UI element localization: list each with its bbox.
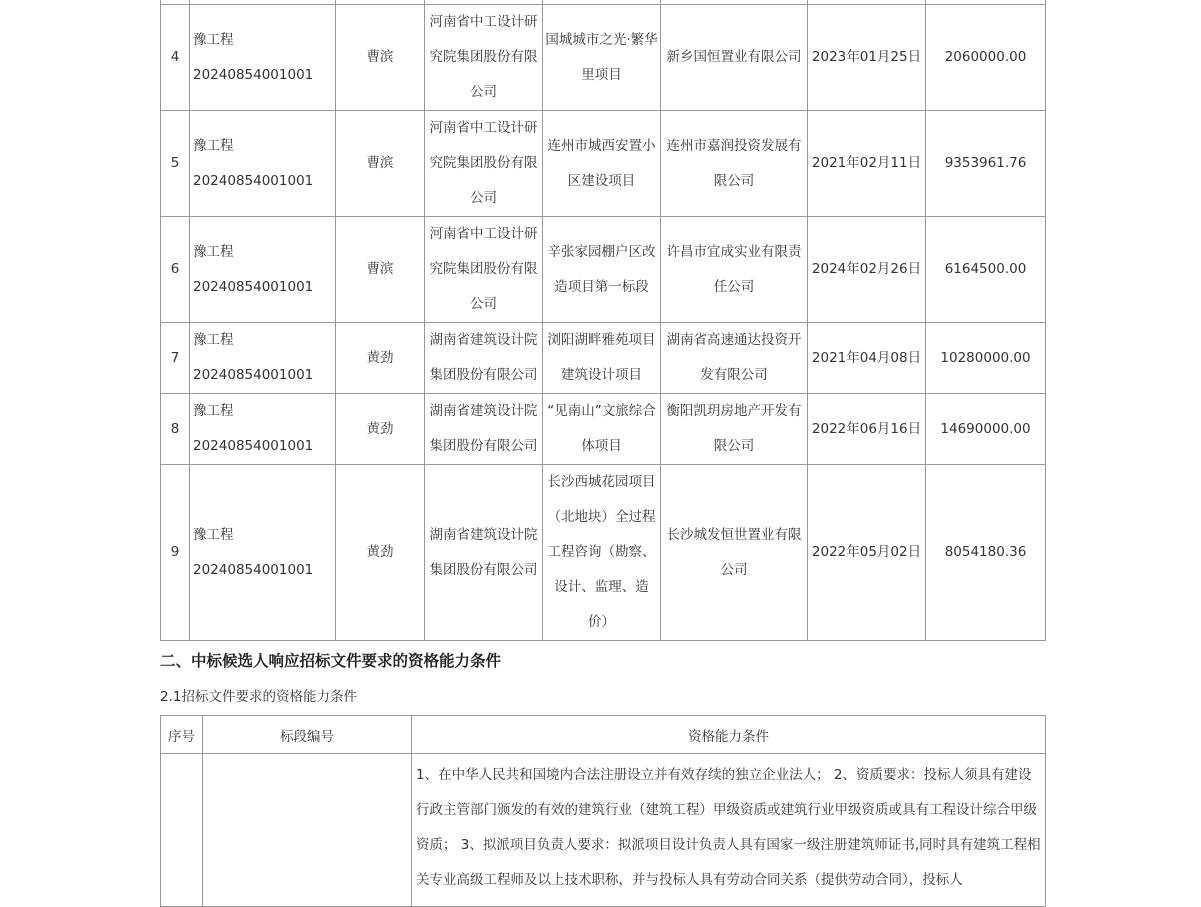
table-row xyxy=(161,465,1046,641)
row-section-code: 豫工程20240854001001 xyxy=(190,465,336,641)
qual-no xyxy=(161,754,203,907)
row-company: 湖南省建筑设计院集团股份有限公司 xyxy=(425,394,543,465)
row-company: 河南省中工设计研究院集团股份有限公司 xyxy=(425,111,543,217)
row-section-code: 豫工程20240854001001 xyxy=(190,394,336,465)
table-header-row xyxy=(161,716,1046,754)
row-person: 曹滨 xyxy=(336,217,425,323)
row-no: 9 xyxy=(161,465,190,641)
row-company: 湖南省建筑设计院集团股份有限公司 xyxy=(425,323,543,394)
projects-table xyxy=(160,0,1046,641)
row-no: 8 xyxy=(161,394,190,465)
row-date: 2022年06月16日 xyxy=(808,394,926,465)
table-row xyxy=(161,111,1046,217)
page xyxy=(160,0,1045,888)
row-company: 河南省中工设计研究院集团股份有限公司 xyxy=(425,5,543,111)
row-person: 黄劲 xyxy=(336,394,425,465)
row-date: 2023年01月25日 xyxy=(808,5,926,111)
row-owner: 衡阳凯玥房地产开发有限公司 xyxy=(661,394,808,465)
row-person: 曹滨 xyxy=(336,5,425,111)
row-section-code: 豫工程20240854001001 xyxy=(190,5,336,111)
row-amount: 14690000.00 xyxy=(926,394,1046,465)
row-owner: 新乡国恒置业有限公司 xyxy=(661,5,808,111)
row-section-code: 豫工程20240854001001 xyxy=(190,111,336,217)
row-section-code: 豫工程20240854001001 xyxy=(190,323,336,394)
table-row xyxy=(161,217,1046,323)
row-date: 2022年05月02日 xyxy=(808,465,926,641)
row-amount: 10280000.00 xyxy=(926,323,1046,394)
row-amount: 8054180.36 xyxy=(926,465,1046,641)
row-date: 2024年02月26日 xyxy=(808,217,926,323)
row-amount: 2060000.00 xyxy=(926,5,1046,111)
row-person: 黄劲 xyxy=(336,465,425,641)
row-project: 国城城市之光·繁华里项目 xyxy=(543,5,661,111)
row-section-code: 豫工程20240854001001 xyxy=(190,217,336,323)
row-date: 2021年04月08日 xyxy=(808,323,926,394)
section-heading: 二、中标候选人响应招标文件要求的资格能力条件 xyxy=(160,652,502,670)
row-no: 4 xyxy=(161,5,190,111)
row-no: 5 xyxy=(161,111,190,217)
row-person: 黄劲 xyxy=(336,323,425,394)
row-owner: 许昌市宜成实业有限责任公司 xyxy=(661,217,808,323)
subsection-heading: 2.1招标文件要求的资格能力条件 xyxy=(160,689,357,705)
table-row xyxy=(161,5,1046,111)
row-project: 浏阳湖畔雅苑项目建筑设计项目 xyxy=(543,323,661,394)
header-no: 序号 xyxy=(161,716,203,754)
qual-section-code xyxy=(203,754,412,907)
row-project: “见南山”文旅综合体项目 xyxy=(543,394,661,465)
row-company: 河南省中工设计研究院集团股份有限公司 xyxy=(425,217,543,323)
table-row xyxy=(161,754,1046,907)
table-row xyxy=(161,323,1046,394)
qualifications-table xyxy=(160,715,1046,907)
row-owner: 连州市嘉润投资发展有限公司 xyxy=(661,111,808,217)
row-owner: 长沙城发恒世置业有限公司 xyxy=(661,465,808,641)
table-row xyxy=(161,394,1046,465)
header-section-code: 标段编号 xyxy=(203,716,412,754)
row-date: 2021年02月11日 xyxy=(808,111,926,217)
row-project: 辛张家园棚户区改造项目第一标段 xyxy=(543,217,661,323)
row-person: 曹滨 xyxy=(336,111,425,217)
row-no: 7 xyxy=(161,323,190,394)
row-project: 连州市城西安置小区建设项目 xyxy=(543,111,661,217)
header-conditions: 资格能力条件 xyxy=(412,716,1046,754)
row-owner: 湖南省高速通达投资开发有限公司 xyxy=(661,323,808,394)
row-amount: 9353961.76 xyxy=(926,111,1046,217)
row-project: 长沙西城花园项目（北地块）全过程工程咨询（勘察、设计、监理、造价） xyxy=(543,465,661,641)
row-company: 湖南省建筑设计院集团股份有限公司 xyxy=(425,465,543,641)
qual-conditions: 1、在中华人民共和国境内合法注册设立并有效存续的独立企业法人； 2、资质要求：投标人须具有建设行政主管部门颁发的有效的建筑行业（建筑工程）甲级资质或建筑行业甲级资质或具有工程设计综合甲级资质； 3、拟派项目负责人要求：拟派项目设计负责人具有国家一级注册建筑师证书,同时具有建筑工程相关专业高级工程师及以上技术职称，并与投标人具有劳动合同关系（提供劳动合同），投标人 xyxy=(412,754,1046,907)
row-amount: 6164500.00 xyxy=(926,217,1046,323)
row-no: 6 xyxy=(161,217,190,323)
